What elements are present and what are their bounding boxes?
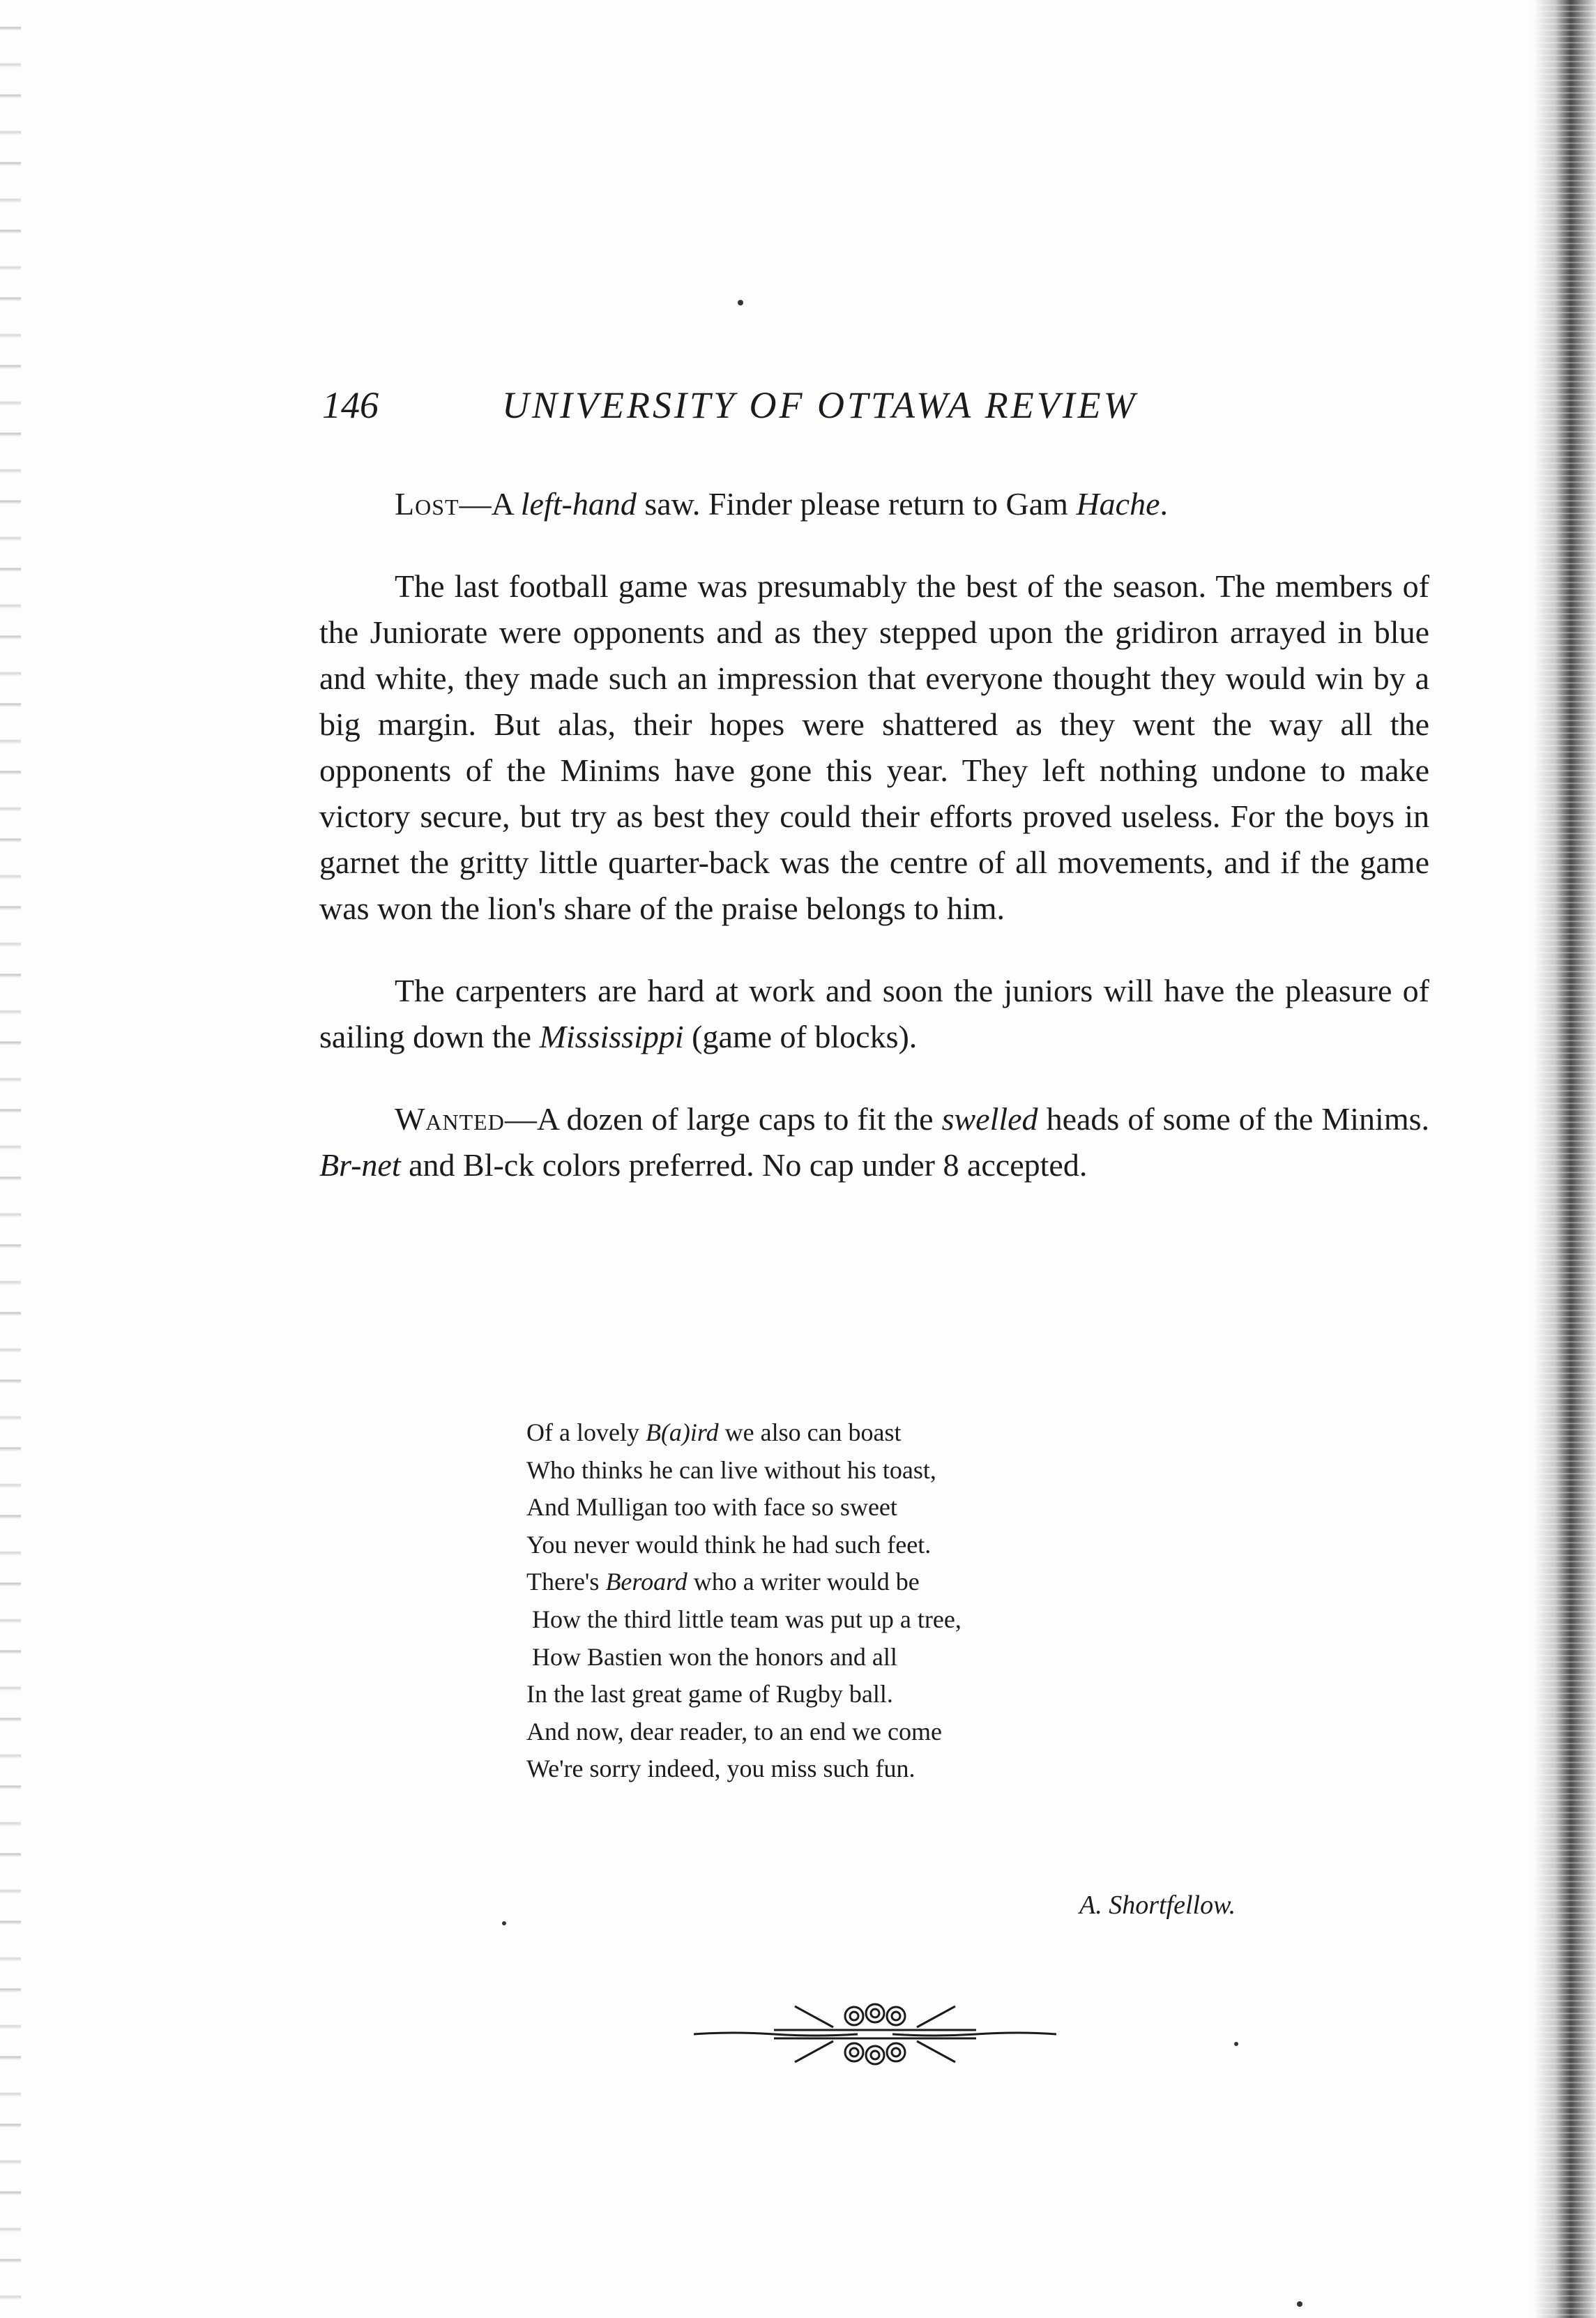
poem-line-text: We're sorry indeed, you miss such fun. bbox=[526, 1755, 915, 1783]
poem-line-italic: B(a)ird bbox=[645, 1418, 719, 1446]
running-title: UNIVERSITY OF OTTAWA REVIEW bbox=[502, 384, 1138, 426]
poem-line-text: And Mulligan too with face so sweet bbox=[526, 1493, 897, 1522]
poem-line bbox=[526, 1489, 1328, 1527]
page-left-edge bbox=[0, 0, 21, 2318]
wanted-text-2: heads of some of the Minims. bbox=[1038, 1101, 1429, 1137]
poem bbox=[526, 1414, 1328, 1788]
wanted-label: Wanted bbox=[395, 1101, 505, 1137]
poem-line-text: And now, dear reader, to an end we come bbox=[526, 1717, 942, 1745]
lost-owner: Hache bbox=[1076, 486, 1160, 522]
poem-line-italic: Beroard bbox=[605, 1568, 687, 1596]
wanted-text-3: and Bl-ck colors preferred. No cap under 8 accepted. bbox=[400, 1147, 1088, 1183]
speck bbox=[1234, 2042, 1238, 2046]
poem-line bbox=[526, 1713, 1328, 1751]
poem-line bbox=[526, 1563, 1328, 1601]
carpenters-text: The carpenters are hard at work and soon the juniors will have the pleasure of sailing down the bbox=[319, 973, 1429, 1054]
lost-dash: —A bbox=[459, 486, 521, 522]
poem-line-text: In the last great game of Rugby ball. bbox=[526, 1680, 893, 1709]
lost-item: left-hand bbox=[520, 486, 637, 522]
speck bbox=[502, 1921, 506, 1925]
lost-label: Lost bbox=[395, 486, 459, 522]
carpenters-italic: Mississippi bbox=[539, 1019, 684, 1054]
ornamental-flourish-icon bbox=[690, 1991, 1060, 2075]
poem-line-text: How Bastien won the honors and all bbox=[532, 1642, 897, 1671]
wanted-notice bbox=[319, 1096, 1429, 1188]
poem-line-text: How the third little team was put up a tree, bbox=[532, 1605, 962, 1633]
article-body bbox=[319, 481, 1429, 1188]
speck bbox=[1297, 2301, 1302, 2307]
poem-line-text: who a writer would be bbox=[687, 1568, 920, 1596]
book-binding-edge bbox=[1533, 0, 1596, 2318]
football-paragraph: The last football game was presumably the best of the season. The members of the Juniorate were opponents and as they stepped upon the gridiron arrayed in blue and white, they made such an impression that everyone thought they would win by a big margin. But alas, their hopes were shattered as they went the way all the opponents of the Minims have gone this year. They left nothing undone to make victory secure, but try as best they could their efforts proved useless. For the boys in garnet the gritty little quarter-back was the centre of all movements, and if the game was won the lion's share of the praise belongs to him. bbox=[319, 568, 1429, 926]
wanted-italic-1: swelled bbox=[941, 1101, 1038, 1137]
poem-line-text: we also can boast bbox=[718, 1418, 902, 1446]
poem-line bbox=[526, 1750, 1328, 1788]
lost-end: . bbox=[1160, 486, 1169, 522]
poem-line bbox=[526, 1601, 1328, 1639]
carpenters-end: (game of blocks). bbox=[683, 1019, 918, 1054]
poem-line-text: Who thinks he can live without his toast, bbox=[526, 1455, 936, 1484]
carpenters-paragraph bbox=[319, 968, 1429, 1060]
wanted-text-1: —A dozen of large caps to fit the bbox=[504, 1101, 942, 1137]
lost-text: saw. Finder please return to Gam bbox=[636, 486, 1077, 522]
poem-line-text: Of a lovely bbox=[526, 1418, 646, 1446]
poem-line-text: You never would think he had such feet. bbox=[526, 1530, 932, 1559]
wanted-italic-2: Br-net bbox=[319, 1147, 401, 1183]
page-header bbox=[322, 384, 1438, 439]
lost-notice bbox=[319, 481, 1429, 527]
speck bbox=[738, 300, 743, 305]
poem-line bbox=[526, 1639, 1328, 1676]
poem-line bbox=[526, 1452, 1328, 1490]
poem-line bbox=[526, 1414, 1328, 1452]
poem-line bbox=[526, 1527, 1328, 1564]
poem-line-text: There's bbox=[526, 1568, 606, 1596]
page-number: 146 bbox=[322, 384, 379, 426]
poem-line bbox=[526, 1676, 1328, 1713]
poem-signature: A. Shortfellow. bbox=[1079, 1891, 1236, 1920]
